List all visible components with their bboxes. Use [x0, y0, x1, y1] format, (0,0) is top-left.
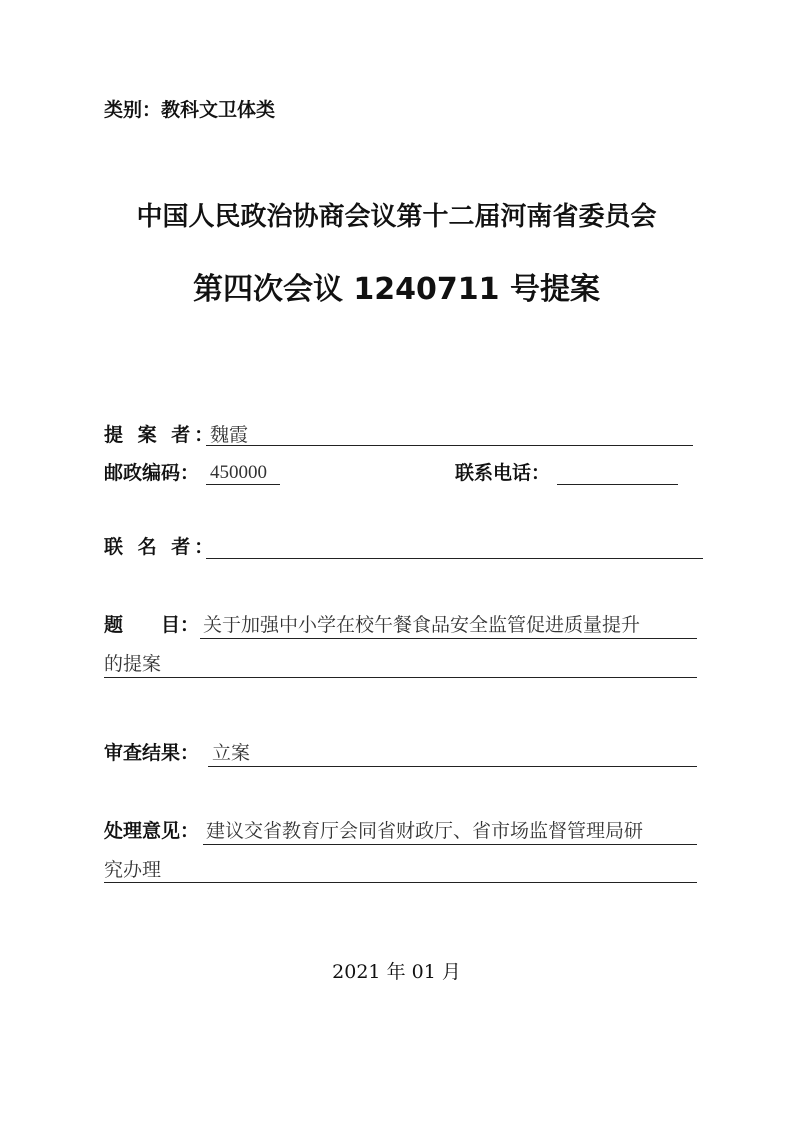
- proposer-value: 魏霞: [210, 424, 249, 446]
- document-title-line1: 中国人民政治协商会议第十二届河南省委员会: [136, 202, 657, 232]
- document-date: 2021 年 01 月: [332, 961, 461, 983]
- subject-line1: 关于加强中小学在校午餐食品安全监管促进质量提升: [203, 614, 641, 636]
- handling-line1: 建议交省教育厅会同省财政厅、省市场监督管理局研: [206, 820, 644, 842]
- subject-underline-2: [104, 677, 697, 678]
- phone-label: 联系电话：: [455, 462, 551, 484]
- postcode-underline: [206, 484, 280, 485]
- review-underline: [208, 766, 697, 767]
- review-value: 立案: [212, 742, 251, 764]
- proposer-label: 提 案 者：: [104, 424, 218, 446]
- subject-underline-1: [200, 638, 697, 639]
- handling-underline-1: [203, 844, 697, 845]
- subject-label: 题 目：: [104, 614, 200, 636]
- phone-underline: [557, 484, 678, 485]
- proposer-underline: [206, 445, 693, 446]
- handling-underline-2: [104, 882, 697, 883]
- postcode-label: 邮政编码：: [104, 462, 200, 484]
- category-label: 类别：教科文卫体类: [104, 99, 276, 121]
- postcode-value: 450000: [210, 462, 267, 483]
- document-title-line2: 第四次会议 1240711 号提案: [192, 272, 600, 307]
- subject-line2: 的提案: [104, 653, 162, 675]
- review-label: 审查结果：: [104, 742, 200, 764]
- cosigners-label: 联 名 者：: [104, 536, 218, 558]
- handling-line2: 究办理: [104, 859, 162, 881]
- handling-label: 处理意见：: [104, 820, 200, 842]
- cosigners-underline: [206, 558, 703, 559]
